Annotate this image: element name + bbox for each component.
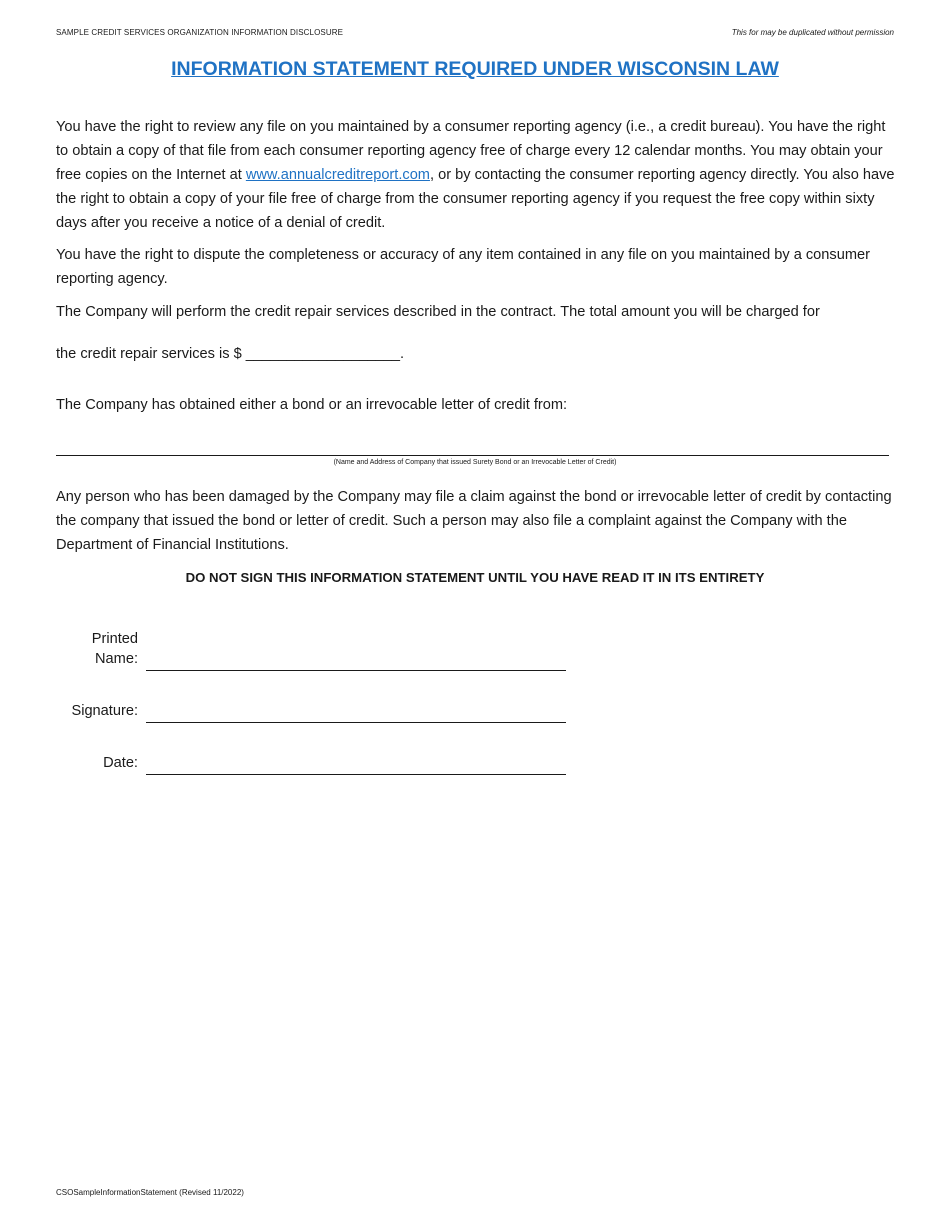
claim-paragraph: Any person who has been damaged by the Company may file a claim against the bond or irrevocable letter of credit by contacting the company that issued the bond or letter of credit. Such a person may also file a complaint against the Company with the Department of Financial Institutions. — [56, 489, 892, 553]
dispute-paragraph: You have the right to dispute the completeness or accuracy of any item contained in any file on you maintained by a consumer reporting agency. — [56, 247, 870, 287]
services-paragraph: The Company will perform the credit repair services described in the contract. The total amount you will be charged for — [56, 304, 820, 320]
bond-issuer-caption: (Name and Address of Company that issued Surety Bond or an Irrevocable Letter of Credit) — [333, 459, 617, 466]
header-right: This for may be duplicated without permission — [731, 28, 894, 37]
printed-name-field[interactable] — [146, 670, 566, 671]
total-amount-line: the credit repair services is $ ___________________. — [56, 346, 405, 362]
page-title: INFORMATION STATEMENT REQUIRED UNDER WISCONSIN LAW — [171, 58, 779, 80]
rights-text-end: , or by contacting the consumer reporting agency directly. You also have the right to obtain a copy of your file free of charge from the consumer reporting agency if you request the free copy within sixty days after you receive a notice of a denial of credit. — [56, 167, 895, 231]
bond-paragraph: The Company has obtained either a bond or an irrevocable letter of credit from: — [56, 397, 568, 413]
signature-label: Signature: — [71, 703, 138, 719]
annualcreditreport-link[interactable]: www.annualcreditreport.com — [245, 167, 430, 183]
date-label: Date: — [103, 755, 138, 771]
header-left: SAMPLE CREDIT SERVICES ORGANIZATION INFORMATION DISCLOSURE — [56, 28, 344, 37]
signature-field[interactable] — [146, 722, 566, 723]
printed-name-label — [38, 629, 138, 669]
rights-paragraph — [56, 115, 896, 235]
sign-warning: DO NOT SIGN THIS INFORMATION STATEMENT UNTIL YOU HAVE READ IT IN ITS ENTIRETY — [185, 570, 765, 585]
date-field[interactable] — [146, 774, 566, 775]
printed-name-label-line2: Name: — [95, 651, 138, 667]
footer-form-id: CSOSampleInformationStatement (Revised 11/2022) — [56, 1188, 244, 1197]
printed-name-label-line1: Printed — [91, 631, 138, 647]
bond-issuer-field[interactable] — [56, 455, 889, 456]
rights-text-start: You have the right to review any file on you maintained by a consumer reporting agency (i.e., a credit bureau). You have the right to obtain a copy of that file from each consumer reporting agency free of charge every 12 calendar months. You may obtain your free copies on the Internet at — [56, 119, 886, 183]
